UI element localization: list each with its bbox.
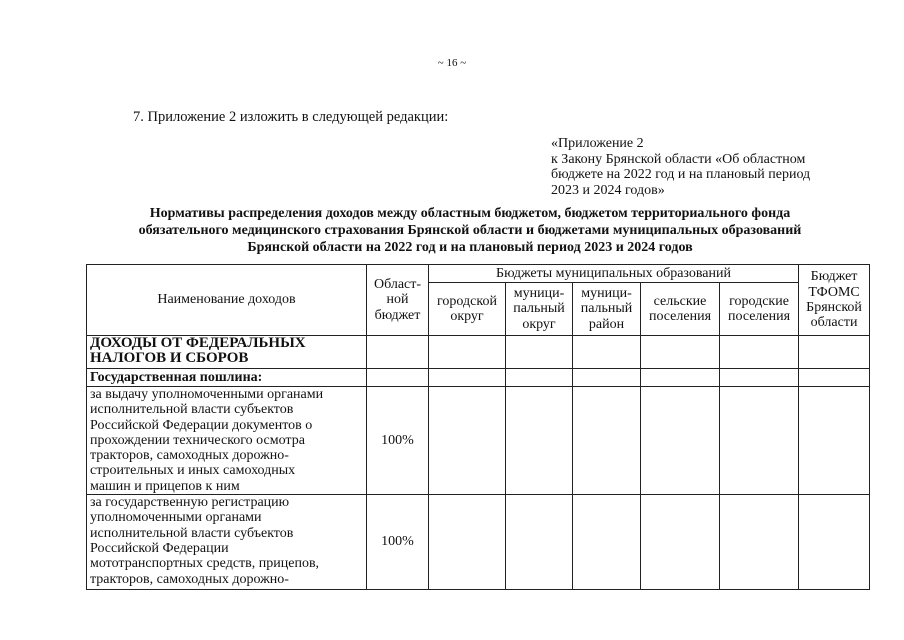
regional-budget-cell: 100% xyxy=(367,387,429,495)
header-income-name: Наименование доходов xyxy=(87,265,367,336)
municipal-district-cell xyxy=(506,495,573,590)
urban-settlements-cell xyxy=(720,495,799,590)
rural-settlements-cell xyxy=(641,336,720,369)
table-row xyxy=(87,495,870,590)
rural-settlements-cell xyxy=(641,369,720,387)
municipal-district-cell xyxy=(506,369,573,387)
appendix-line: бюджете на 2022 год и на плановый период xyxy=(551,167,811,182)
revenue-distribution-table xyxy=(86,264,870,590)
tfoms-cell xyxy=(799,495,870,590)
tfoms-cell xyxy=(799,369,870,387)
header-city-district: городской округ xyxy=(429,283,506,336)
header-urban-settlements: городские поселения xyxy=(720,283,799,336)
appendix-line: «Приложение 2 xyxy=(551,136,644,151)
municipal-district-cell xyxy=(506,336,573,369)
table-row xyxy=(87,387,870,495)
municipal-raion-cell xyxy=(573,369,641,387)
city-district-cell xyxy=(429,495,506,590)
tfoms-cell xyxy=(799,336,870,369)
amendment-instruction: 7. Приложение 2 изложить в следующей редакции: xyxy=(133,109,449,125)
header-municipal-budgets: Бюджеты муниципальных образований xyxy=(429,265,799,283)
municipal-raion-cell xyxy=(573,387,641,495)
income-name-cell: ДОХОДЫ ОТ ФЕДЕРАЛЬНЫХ НАЛОГОВ И СБОРОВ xyxy=(87,336,367,369)
municipal-raion-cell xyxy=(573,336,641,369)
title-line: обязательного медицинского страхования Брянской области и бюджетами муниципальных образований xyxy=(138,223,802,238)
regional-budget-cell xyxy=(367,336,429,369)
table-body xyxy=(87,336,870,590)
rural-settlements-cell xyxy=(641,387,720,495)
regional-budget-cell xyxy=(367,369,429,387)
rural-settlements-cell xyxy=(641,495,720,590)
urban-settlements-cell xyxy=(720,336,799,369)
regional-budget-cell: 100% xyxy=(367,495,429,590)
title-line: Нормативы распределения доходов между областным бюджетом, бюджетом территориального фонда xyxy=(149,206,791,221)
income-name-cell: за выдачу уполномоченными органами исполнительной власти субъектов Российской Федерации документов о прохождении технического осмотра тракторов, самоходных дорожно- строительных и иных самоходных машин и прицепов к ним xyxy=(87,387,367,495)
tfoms-cell xyxy=(799,387,870,495)
title-line: Брянской области на 2022 год и на плановый период 2023 и 2024 годов xyxy=(247,240,693,255)
income-name-cell: Государственная пошлина: xyxy=(87,369,367,387)
municipal-district-cell xyxy=(506,387,573,495)
urban-settlements-cell xyxy=(720,387,799,495)
appendix-line: к Закону Брянской области «Об областном xyxy=(551,151,806,167)
header-rural-settlements: сельские поселения xyxy=(641,283,720,336)
urban-settlements-cell xyxy=(720,369,799,387)
page-number: ~ 16 ~ xyxy=(437,57,467,69)
income-name-cell: за государственную регистрацию уполномоченными органами исполнительной власти субъектов Российской Федерации мототранспортных средств, прицепов, тракторов, самоходных дорожно- xyxy=(87,495,367,590)
header-regional-budget: Област- ной бюджет xyxy=(367,265,429,336)
header-municipal-raion: муници- пальный район xyxy=(573,283,641,336)
table-row xyxy=(87,336,870,369)
appendix-reference xyxy=(551,136,851,198)
header-municipal-district: муници- пальный округ xyxy=(506,283,573,336)
city-district-cell xyxy=(429,387,506,495)
municipal-raion-cell xyxy=(573,495,641,590)
city-district-cell xyxy=(429,336,506,369)
appendix-line: 2023 и 2024 годов» xyxy=(551,182,665,198)
table-row xyxy=(87,369,870,387)
document-title xyxy=(100,205,840,256)
header-tfoms-budget: Бюджет ТФОМС Брянской области xyxy=(799,265,870,336)
city-district-cell xyxy=(429,369,506,387)
